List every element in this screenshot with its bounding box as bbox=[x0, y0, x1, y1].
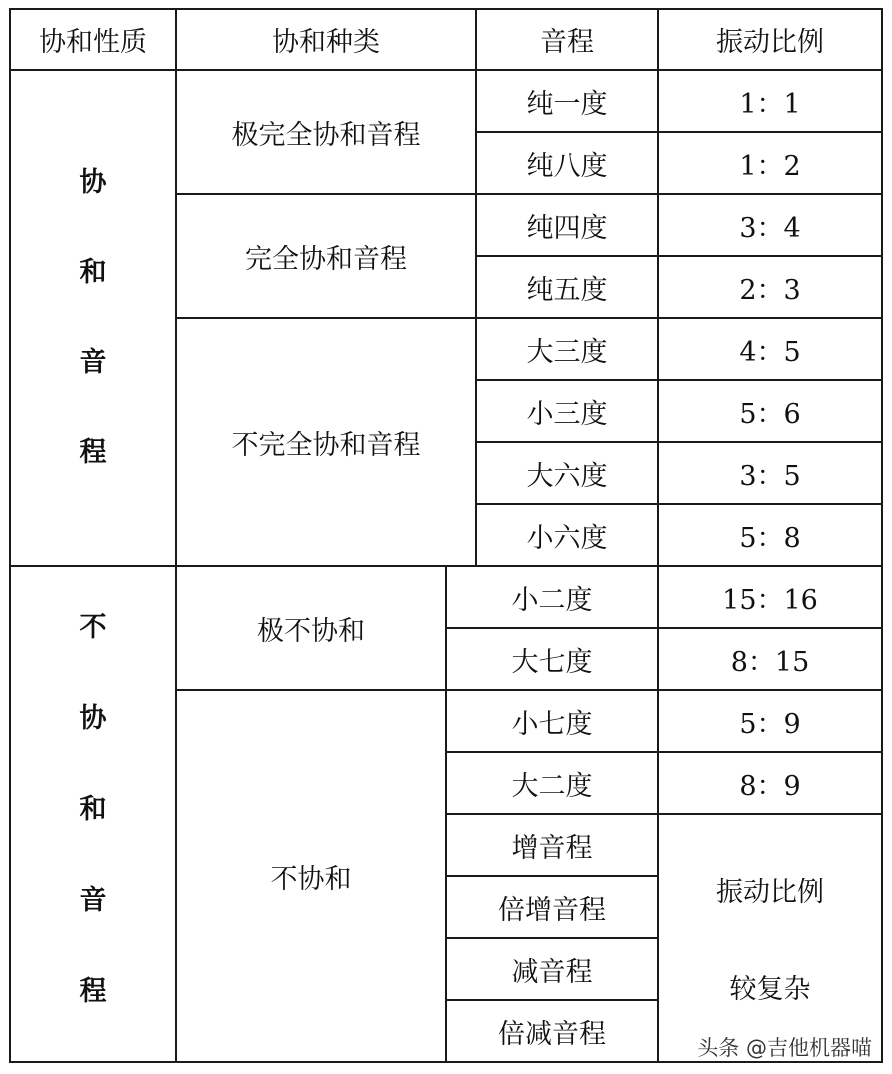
interval-cell: 小七度 bbox=[511, 708, 593, 740]
complex-ratio-line: 振动比例 bbox=[716, 877, 824, 908]
ratio-cell: 3：4 bbox=[739, 212, 801, 244]
kind-cell: 极完全协和音程 bbox=[231, 119, 421, 151]
interval-cell: 大七度 bbox=[511, 646, 593, 678]
nature-char: 协 bbox=[79, 167, 107, 198]
interval-cell: 倍减音程 bbox=[498, 1018, 606, 1050]
interval-cell: 大二度 bbox=[511, 770, 593, 802]
dissonant-nature-label bbox=[11, 605, 175, 1060]
interval-cell: 倍增音程 bbox=[498, 894, 606, 926]
ratio-cell: 2：3 bbox=[739, 274, 801, 306]
ratio-cell: 4：5 bbox=[739, 336, 801, 368]
watermark: 头条 @吉他机器喵 bbox=[697, 1036, 872, 1060]
header-nature: 协和性质 bbox=[39, 27, 147, 58]
nature-char: 程 bbox=[79, 437, 107, 468]
nature-char: 和 bbox=[79, 257, 107, 288]
interval-cell: 减音程 bbox=[511, 956, 593, 988]
interval-cell: 纯四度 bbox=[526, 212, 608, 244]
complex-ratio-line: 较复杂 bbox=[729, 974, 811, 1005]
interval-cell: 大三度 bbox=[526, 336, 608, 368]
kind-cell: 极不协和 bbox=[257, 615, 365, 647]
nature-char: 和 bbox=[79, 794, 107, 825]
interval-cell: 纯五度 bbox=[526, 274, 608, 306]
ratio-cell: 1：1 bbox=[739, 88, 801, 120]
nature-char: 不 bbox=[79, 612, 107, 643]
interval-cell: 小三度 bbox=[526, 398, 608, 430]
interval-cell: 增音程 bbox=[511, 832, 593, 864]
ratio-cell: 5：8 bbox=[739, 522, 801, 554]
kind-cell: 不协和 bbox=[270, 863, 352, 895]
ratio-cell: 8：9 bbox=[739, 770, 801, 802]
nature-char: 音 bbox=[79, 885, 107, 916]
nature-char: 程 bbox=[79, 976, 107, 1007]
ratio-cell: 3：5 bbox=[739, 460, 801, 492]
interval-cell: 小二度 bbox=[511, 584, 593, 616]
ratio-cell: 1：2 bbox=[739, 150, 801, 182]
header-kind: 协和种类 bbox=[272, 27, 380, 58]
header-interval: 音程 bbox=[540, 27, 594, 58]
ratio-cell: 15：16 bbox=[722, 584, 818, 616]
nature-char: 音 bbox=[79, 347, 107, 378]
interval-cell: 纯八度 bbox=[526, 150, 608, 182]
ratio-cell: 5：6 bbox=[739, 398, 801, 430]
complex-ratio-cell bbox=[659, 815, 881, 1061]
table-border bbox=[881, 8, 883, 1063]
nature-char: 协 bbox=[79, 703, 107, 734]
interval-cell: 纯一度 bbox=[526, 88, 608, 120]
consonant-nature-label bbox=[11, 160, 175, 520]
interval-cell: 大六度 bbox=[526, 460, 608, 492]
interval-cell: 小六度 bbox=[526, 522, 608, 554]
header-ratio: 振动比例 bbox=[716, 27, 824, 58]
kind-cell: 完全协和音程 bbox=[245, 243, 407, 275]
kind-cell: 不完全协和音程 bbox=[231, 429, 421, 461]
ratio-cell: 8：15 bbox=[730, 646, 810, 678]
ratio-cell: 5：9 bbox=[739, 708, 801, 740]
